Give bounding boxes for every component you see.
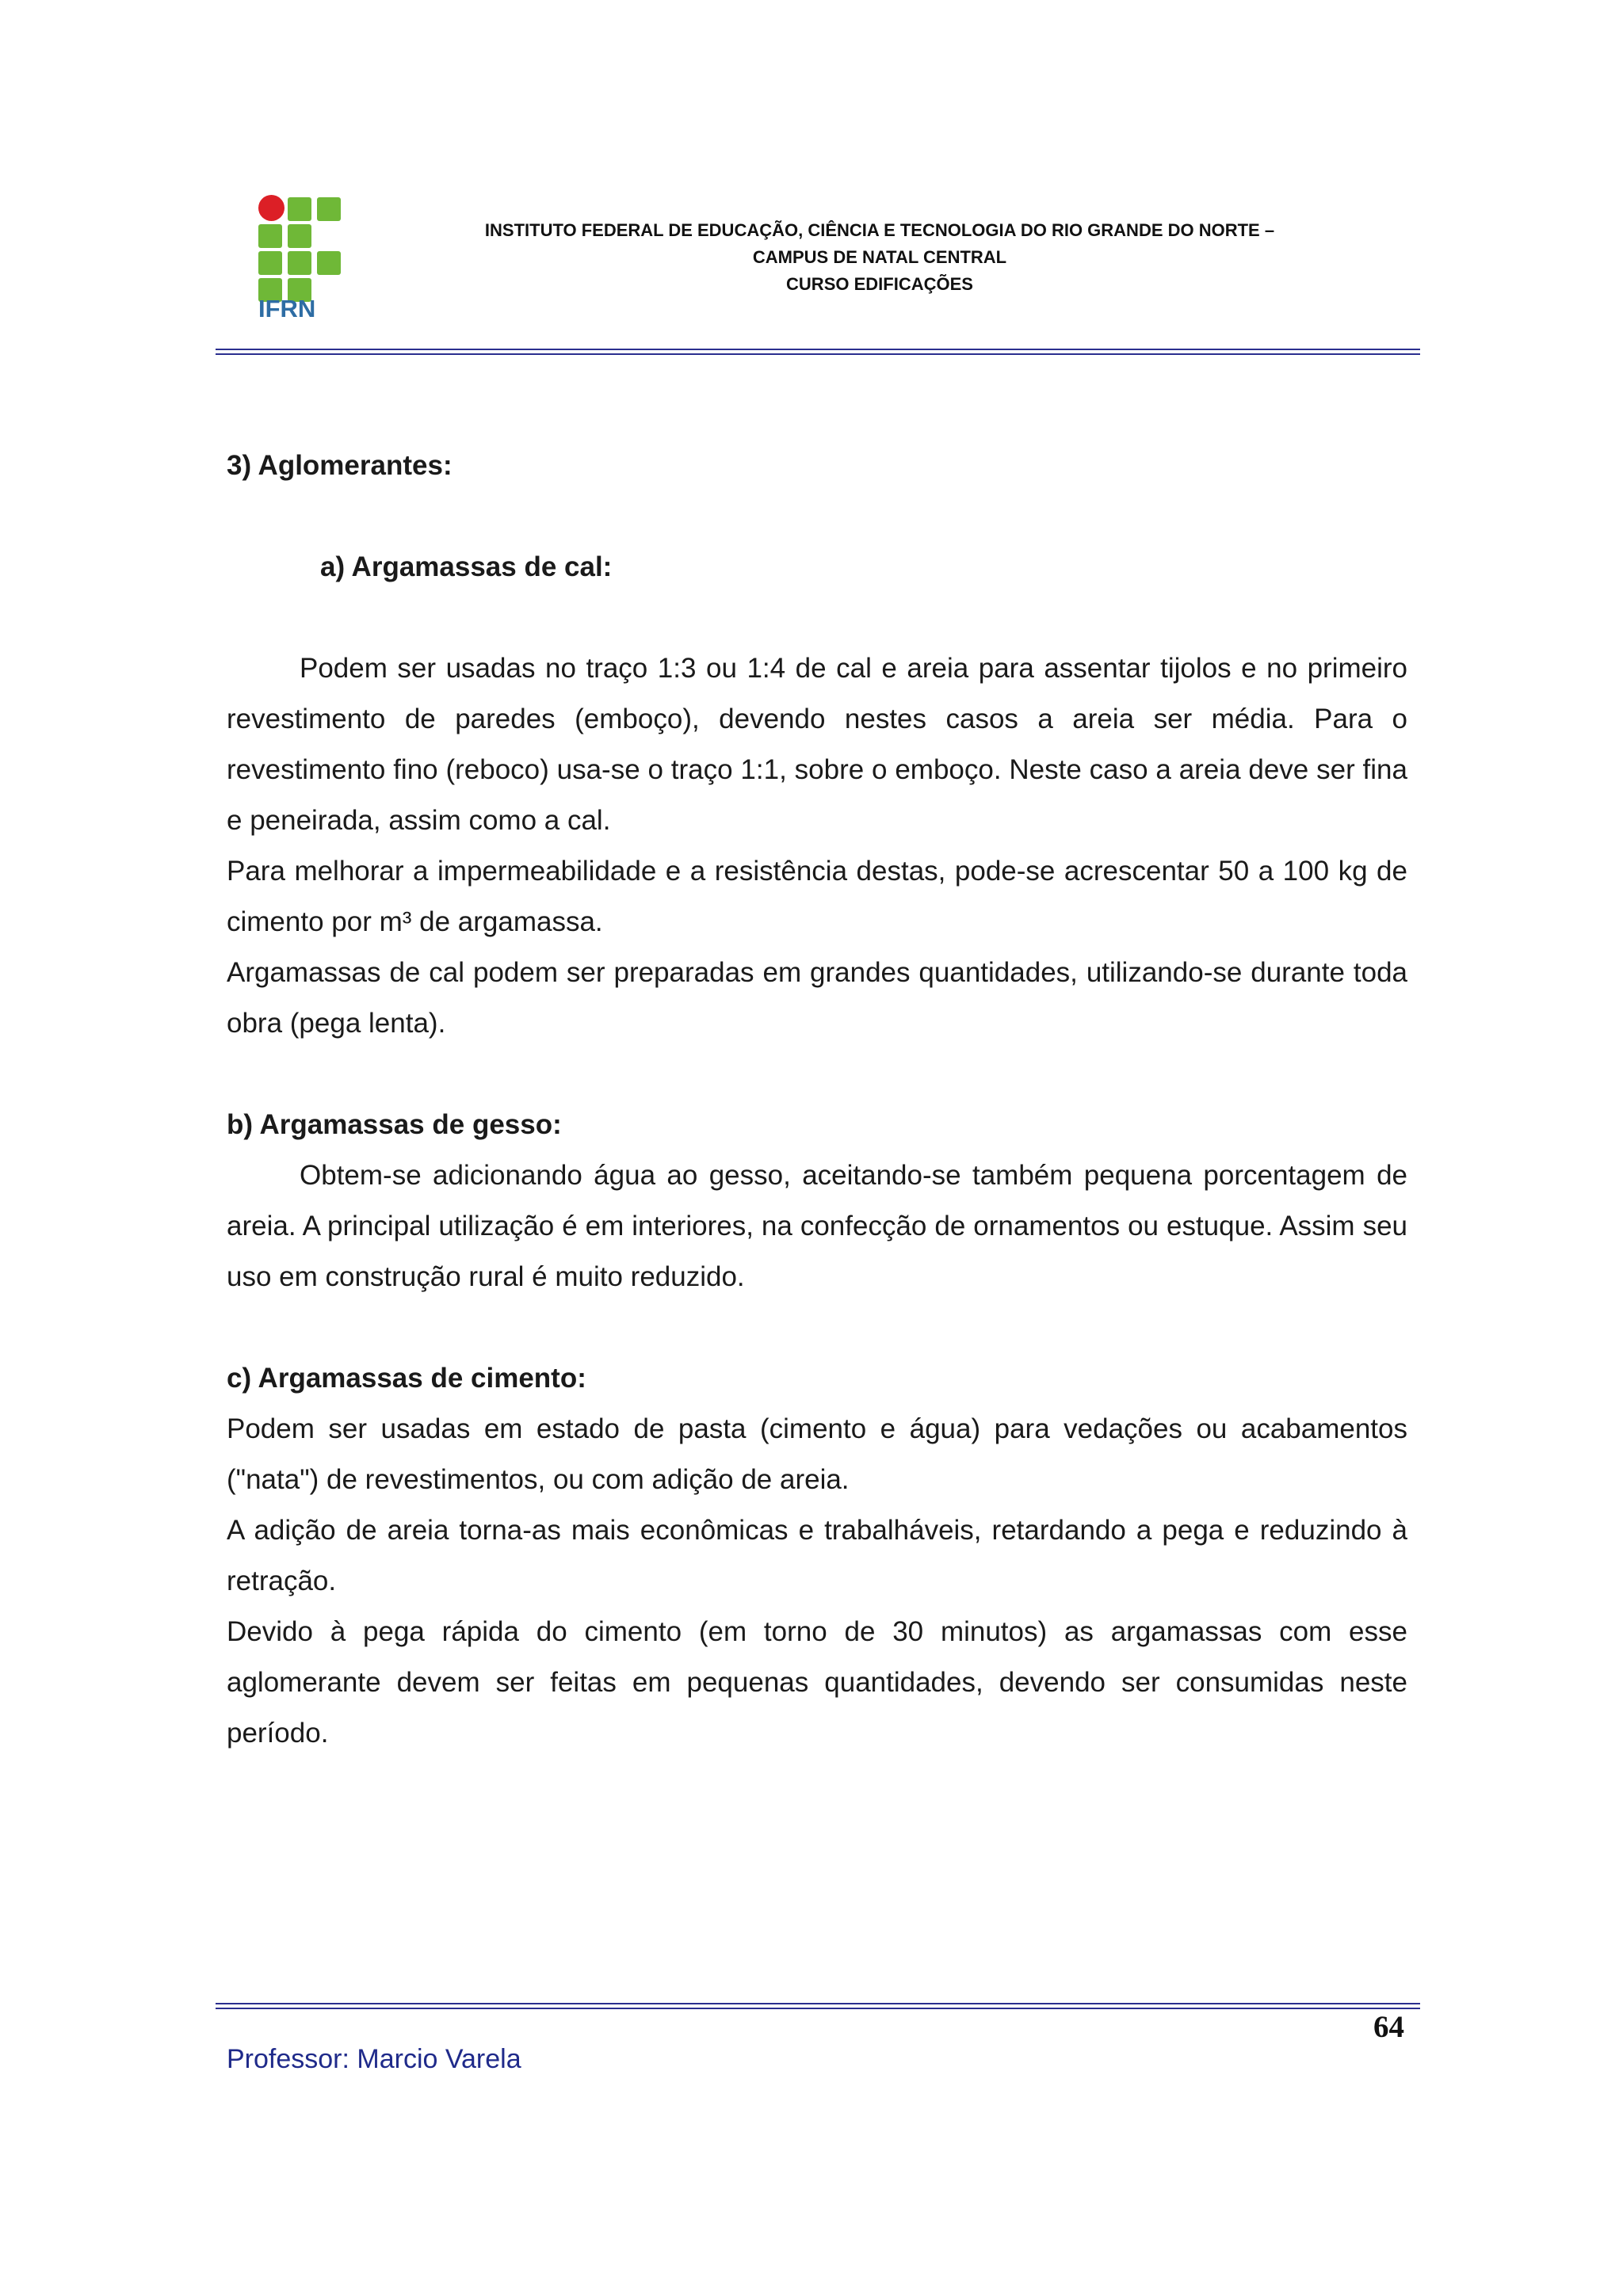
subsection-heading-cimento: c) Argamassas de cimento: [227,1363,586,1394]
logo-square [288,251,311,275]
logo-square [288,224,311,248]
header-divider [216,349,1420,355]
section-heading-aglomerantes: 3) Aglomerantes: [227,450,453,481]
header-line-1: INSTITUTO FEDERAL DE EDUCAÇÃO, CIÊNCIA E TECNOLOGIA DO RIO GRANDE DO NORTE – [484,220,1275,240]
logo-square [317,197,341,221]
header-line-3: CURSO EDIFICAÇÕES [786,274,973,294]
logo-square [258,251,282,275]
paragraph-gesso-1: Obtem-se adicionando água ao gesso, aceitando-se também pequena porcentagem de areia. A principal utilização é em interiores, na confecção de ornamentos ou estuque. Assim seu uso em construção rural é muito reduzido. [227,1160,1407,1292]
logo-square [317,251,341,275]
page-content [227,441,1407,1759]
spacer [227,1049,1407,1100]
logo-red-dot [258,195,285,221]
logo-square [258,224,282,248]
spacer [227,491,1407,542]
page-number: 64 [1373,2010,1404,2044]
paragraph-cal-2: Para melhorar a impermeabilidade e a resistência destas, pode-se acrescentar 50 a 100 kg de cimento por m³ de argamassa. [227,856,1407,937]
subsection-heading-gesso: b) Argamassas de gesso: [227,1109,562,1140]
logo-text: IFRN [258,295,316,322]
paragraph-cal-3: Argamassas de cal podem ser preparadas em grandes quantidades, utilizando-se durante toda obra (pega lenta). [227,957,1407,1039]
paragraph-cal-1: Podem ser usadas no traço 1:3 ou 1:4 de cal e areia para assentar tijolos e no primeiro revestimento de paredes (emboço), devendo nestes casos a areia ser média. Para o revestimento fino (reboco) usa-se o traço 1:1, sobre o emboço. Neste caso a areia deve ser fina e peneirada, assim como a cal. [227,653,1407,836]
footer-divider [216,2003,1420,2009]
spacer [227,1302,1407,1353]
paragraph-cimento-2: A adição de areia torna-as mais econômicas e trabalháveis, retardando a pega e reduzindo à retração. [227,1515,1407,1596]
footer-author: Professor: Marcio Varela [227,2044,521,2074]
spacer [227,593,1407,643]
paragraph-cimento-3: Devido à pega rápida do cimento (em torno de 30 minutos) as argamassas com esse aglomerante devem ser feitas em pequenas quantidades, devendo ser consumidas neste período. [227,1616,1407,1749]
paragraph-cimento-1: Podem ser usadas em estado de pasta (cimento e água) para vedações ou acabamentos ("nata") de revestimentos, ou com adição de areia. [227,1413,1407,1495]
institution-header [444,217,1316,298]
header-line-2: CAMPUS DE NATAL CENTRAL [752,247,1007,267]
subsection-heading-cal: a) Argamassas de cal: [320,551,613,582]
ifrn-logo [258,195,341,325]
logo-square [288,197,311,221]
